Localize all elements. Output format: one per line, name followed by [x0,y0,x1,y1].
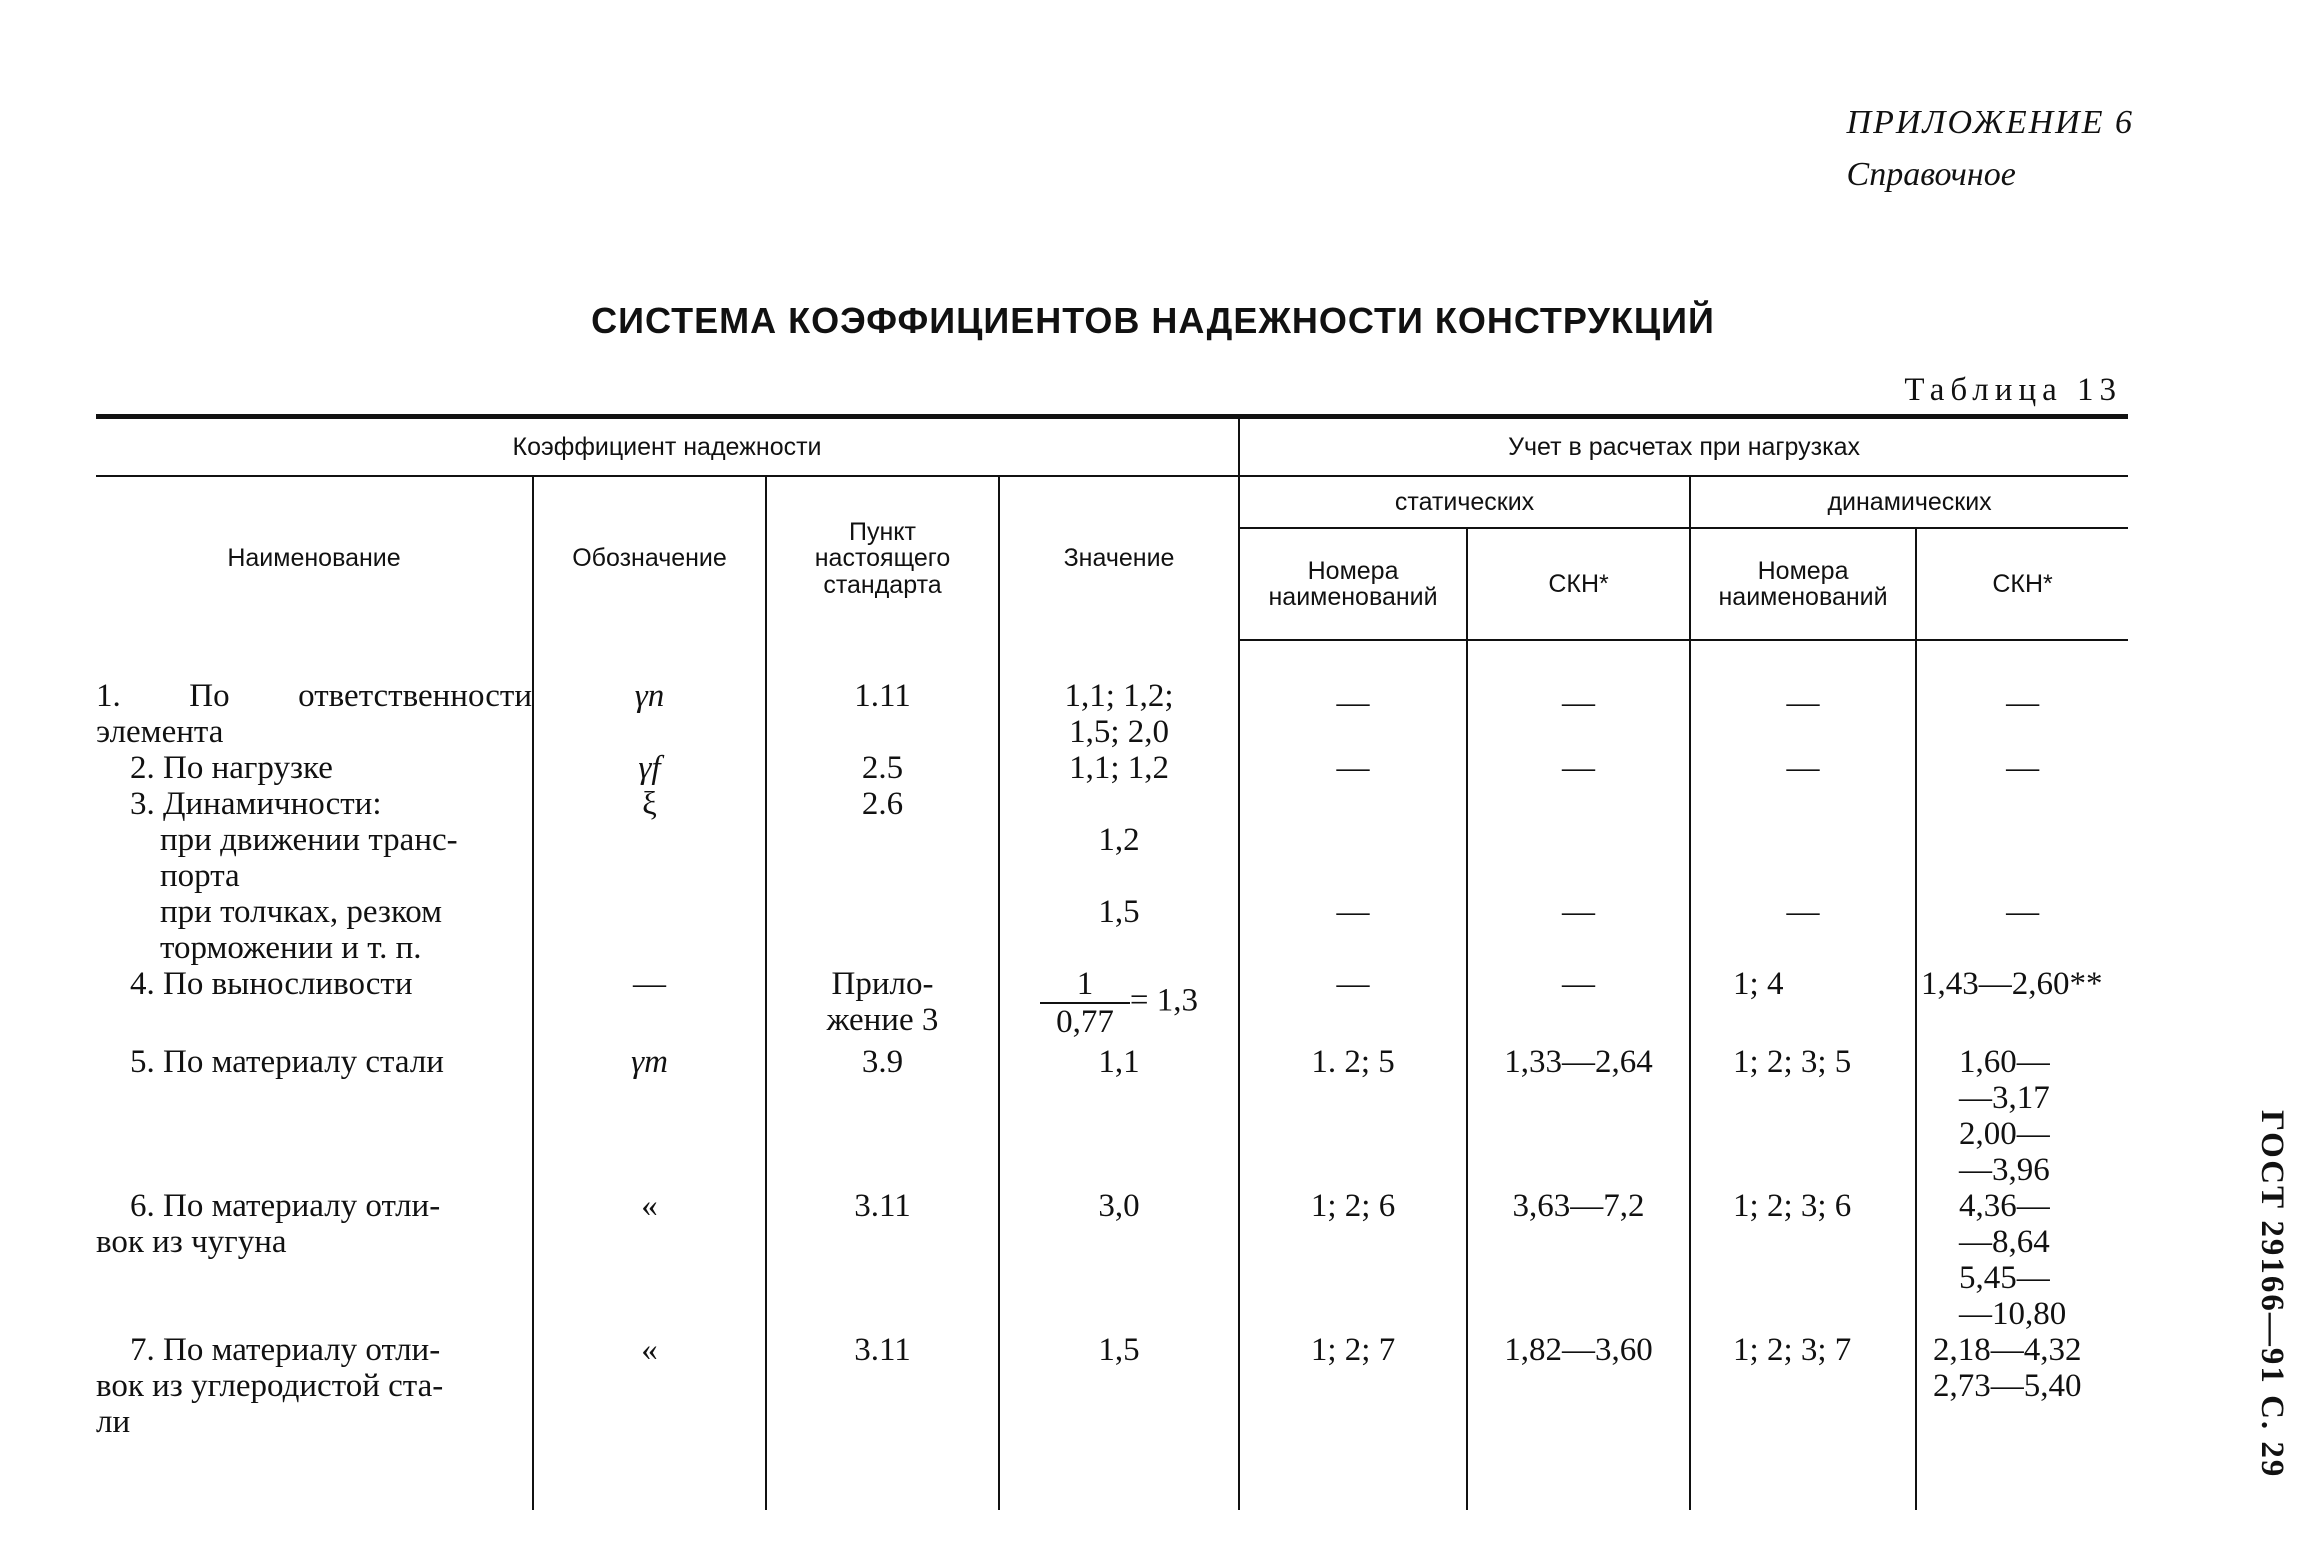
fraction-denominator: 0,77 [1056,1004,1114,1040]
table-row-filler [96,1440,2128,1510]
row-dynamic-skn-cont: —8,64 [1959,1224,2050,1260]
row-value: 1,2 [999,822,1239,894]
row-symbol: « [533,1188,766,1332]
row-clause: 3.9 [766,1044,999,1188]
row-dynamic-skn: — [1916,894,2128,966]
page-title: СИСТЕМА КОЭФФИЦИЕНТОВ НАДЕЖНОСТИ КОНСТРУКЦИЙ [591,300,1715,341]
row-symbol: γf [533,750,766,786]
row-clause: 3.11 [766,1188,999,1332]
row-static-skn: — [1467,894,1690,966]
row-static-numbers: — [1239,640,1467,750]
table-row [96,1188,2128,1332]
table-row [96,822,2128,894]
row-clause-cont: жение 3 [826,1002,939,1038]
row-clause: 3.11 [766,1332,999,1440]
table-row [96,894,2128,966]
row-dynamic-skn: 1,43—2,60** [1916,966,2128,1044]
col-header-static-numbers: Номера наименований [1239,528,1467,640]
row-dynamic-numbers: 1; 2; 3; 5 [1690,1044,1916,1188]
col-header-name: Наименование [227,544,401,573]
row-clause: 2.5 [766,750,999,786]
row-dynamic-numbers: 1; 2; 3; 6 [1690,1188,1916,1332]
row-value: 1,1 [999,1044,1239,1188]
row-static-numbers: 1. 2; 5 [1239,1044,1467,1188]
appendix-label: ПРИЛОЖЕНИЕ 6 [1846,104,2134,141]
row-dynamic-skn: — [1916,750,2128,786]
row-static-skn: — [1467,966,1690,1044]
row-static-skn: 3,63—7,2 [1467,1188,1690,1332]
row-dynamic-skn-cont: 2,00— [1959,1116,2050,1152]
row-dynamic-skn-cont: —10,80 [1959,1296,2067,1332]
table-number: Таблица 13 [1904,372,2122,408]
row-static-numbers: — [1239,750,1467,786]
row-name: 5. По материалу стали [130,1044,444,1080]
fraction-result: = 1,3 [1129,982,1198,1019]
side-document-label: ГОСТ 29166—91 С. 29 [2254,1110,2290,1479]
row-dynamic-skn: — [1916,640,2128,750]
row-value: 1,5 [999,894,1239,966]
row-static-skn: 1,82—3,60 [1467,1332,1690,1440]
table-row [96,1332,2128,1440]
row-value: 1,1; 1,2; [1064,678,1174,714]
subheader-static: статических [1239,476,1690,528]
col-header-dynamic-skn: СКН* [1916,528,2128,640]
table-row [96,750,2128,786]
row-clause: 2.6 [766,786,999,822]
row-name: 7. По материалу отли- [130,1332,441,1368]
row-dynamic-numbers: — [1690,894,1916,966]
row-name: 2. По нагрузке [130,750,333,786]
row-static-numbers: 1; 2; 6 [1239,1188,1467,1332]
row-name-cont: торможении и т. п. [160,930,422,966]
row-value: 1,1; 1,2 [999,750,1239,786]
row-name: 1. По ответственности элемента [96,678,532,750]
row-dynamic-numbers: 1; 2; 3; 7 [1690,1332,1916,1440]
row-value: 3,0 [999,1188,1239,1332]
table-row [96,966,2128,1044]
row-clause: 1.11 [766,640,999,750]
row-dynamic-numbers: — [1690,750,1916,786]
row-name: 4. По выносливости [130,966,413,1002]
row-dynamic-skn: 1,60— [1959,1044,2050,1080]
row-value: 1,5 [999,1332,1239,1440]
row-static-numbers: 1; 2; 7 [1239,1332,1467,1440]
row-dynamic-numbers: 1; 4 [1690,966,1916,1044]
row-static-skn: — [1467,640,1690,750]
coefficients-table [96,414,2128,1510]
row-name: при движении транс- [160,822,458,858]
row-dynamic-skn: 4,36— [1959,1188,2050,1224]
row-dynamic-numbers: — [1690,640,1916,750]
appendix-block [1846,104,2134,193]
group-header-coefficient: Коэффициент надежности [96,417,1239,477]
row-static-skn: 1,33—2,64 [1467,1044,1690,1188]
col-header-static-skn: СКН* [1467,528,1690,640]
row-symbol: — [533,966,766,1044]
group-header-accounting: Учет в расчетах при нагрузках [1239,417,2128,477]
subheader-dynamic: динамических [1690,476,2128,528]
row-name-cont: вок из углеродистой ста- [96,1368,444,1404]
row-name: 6. По материалу отли- [130,1188,441,1224]
appendix-type: Справочное [1846,156,2016,193]
row-symbol: γn [533,640,766,750]
col-header-dynamic-numbers: Номера наименований [1690,528,1916,640]
row-value-cont: 1,5; 2,0 [1069,714,1169,750]
row-name-cont: вок из чугуна [96,1224,287,1260]
row-symbol: γm [533,1044,766,1188]
col-header-symbol: Обозначение [533,476,766,640]
col-header-clause: Пункт настоящего стандарта [766,476,999,640]
row-dynamic-skn-cont: —3,17 [1959,1080,2050,1116]
row-symbol: ξ [533,786,766,822]
row-name-cont: ли [96,1404,131,1440]
row-symbol: « [533,1332,766,1440]
row-dynamic-skn-cont: —3,96 [1959,1152,2050,1188]
row-name: 3. Динамичности: [130,786,382,822]
row-static-numbers: — [1239,894,1467,966]
col-header-value: Значение [999,476,1239,640]
endurance-fraction [1040,966,1130,1040]
row-dynamic-skn-cont: 2,73—5,40 [1933,1368,2082,1404]
row-clause: Прило- [831,966,934,1002]
row-static-skn: — [1467,750,1690,786]
row-name-cont: порта [160,858,240,894]
table-row [96,1044,2128,1188]
table-row [96,640,2128,750]
fraction-numerator: 1 [1040,966,1130,1004]
table-row [96,786,2128,822]
row-dynamic-skn-cont: 5,45— [1959,1260,2050,1296]
row-dynamic-skn: 2,18—4,32 [1933,1332,2082,1368]
row-name: при толчках, резком [160,894,443,930]
row-static-numbers: — [1239,966,1467,1044]
